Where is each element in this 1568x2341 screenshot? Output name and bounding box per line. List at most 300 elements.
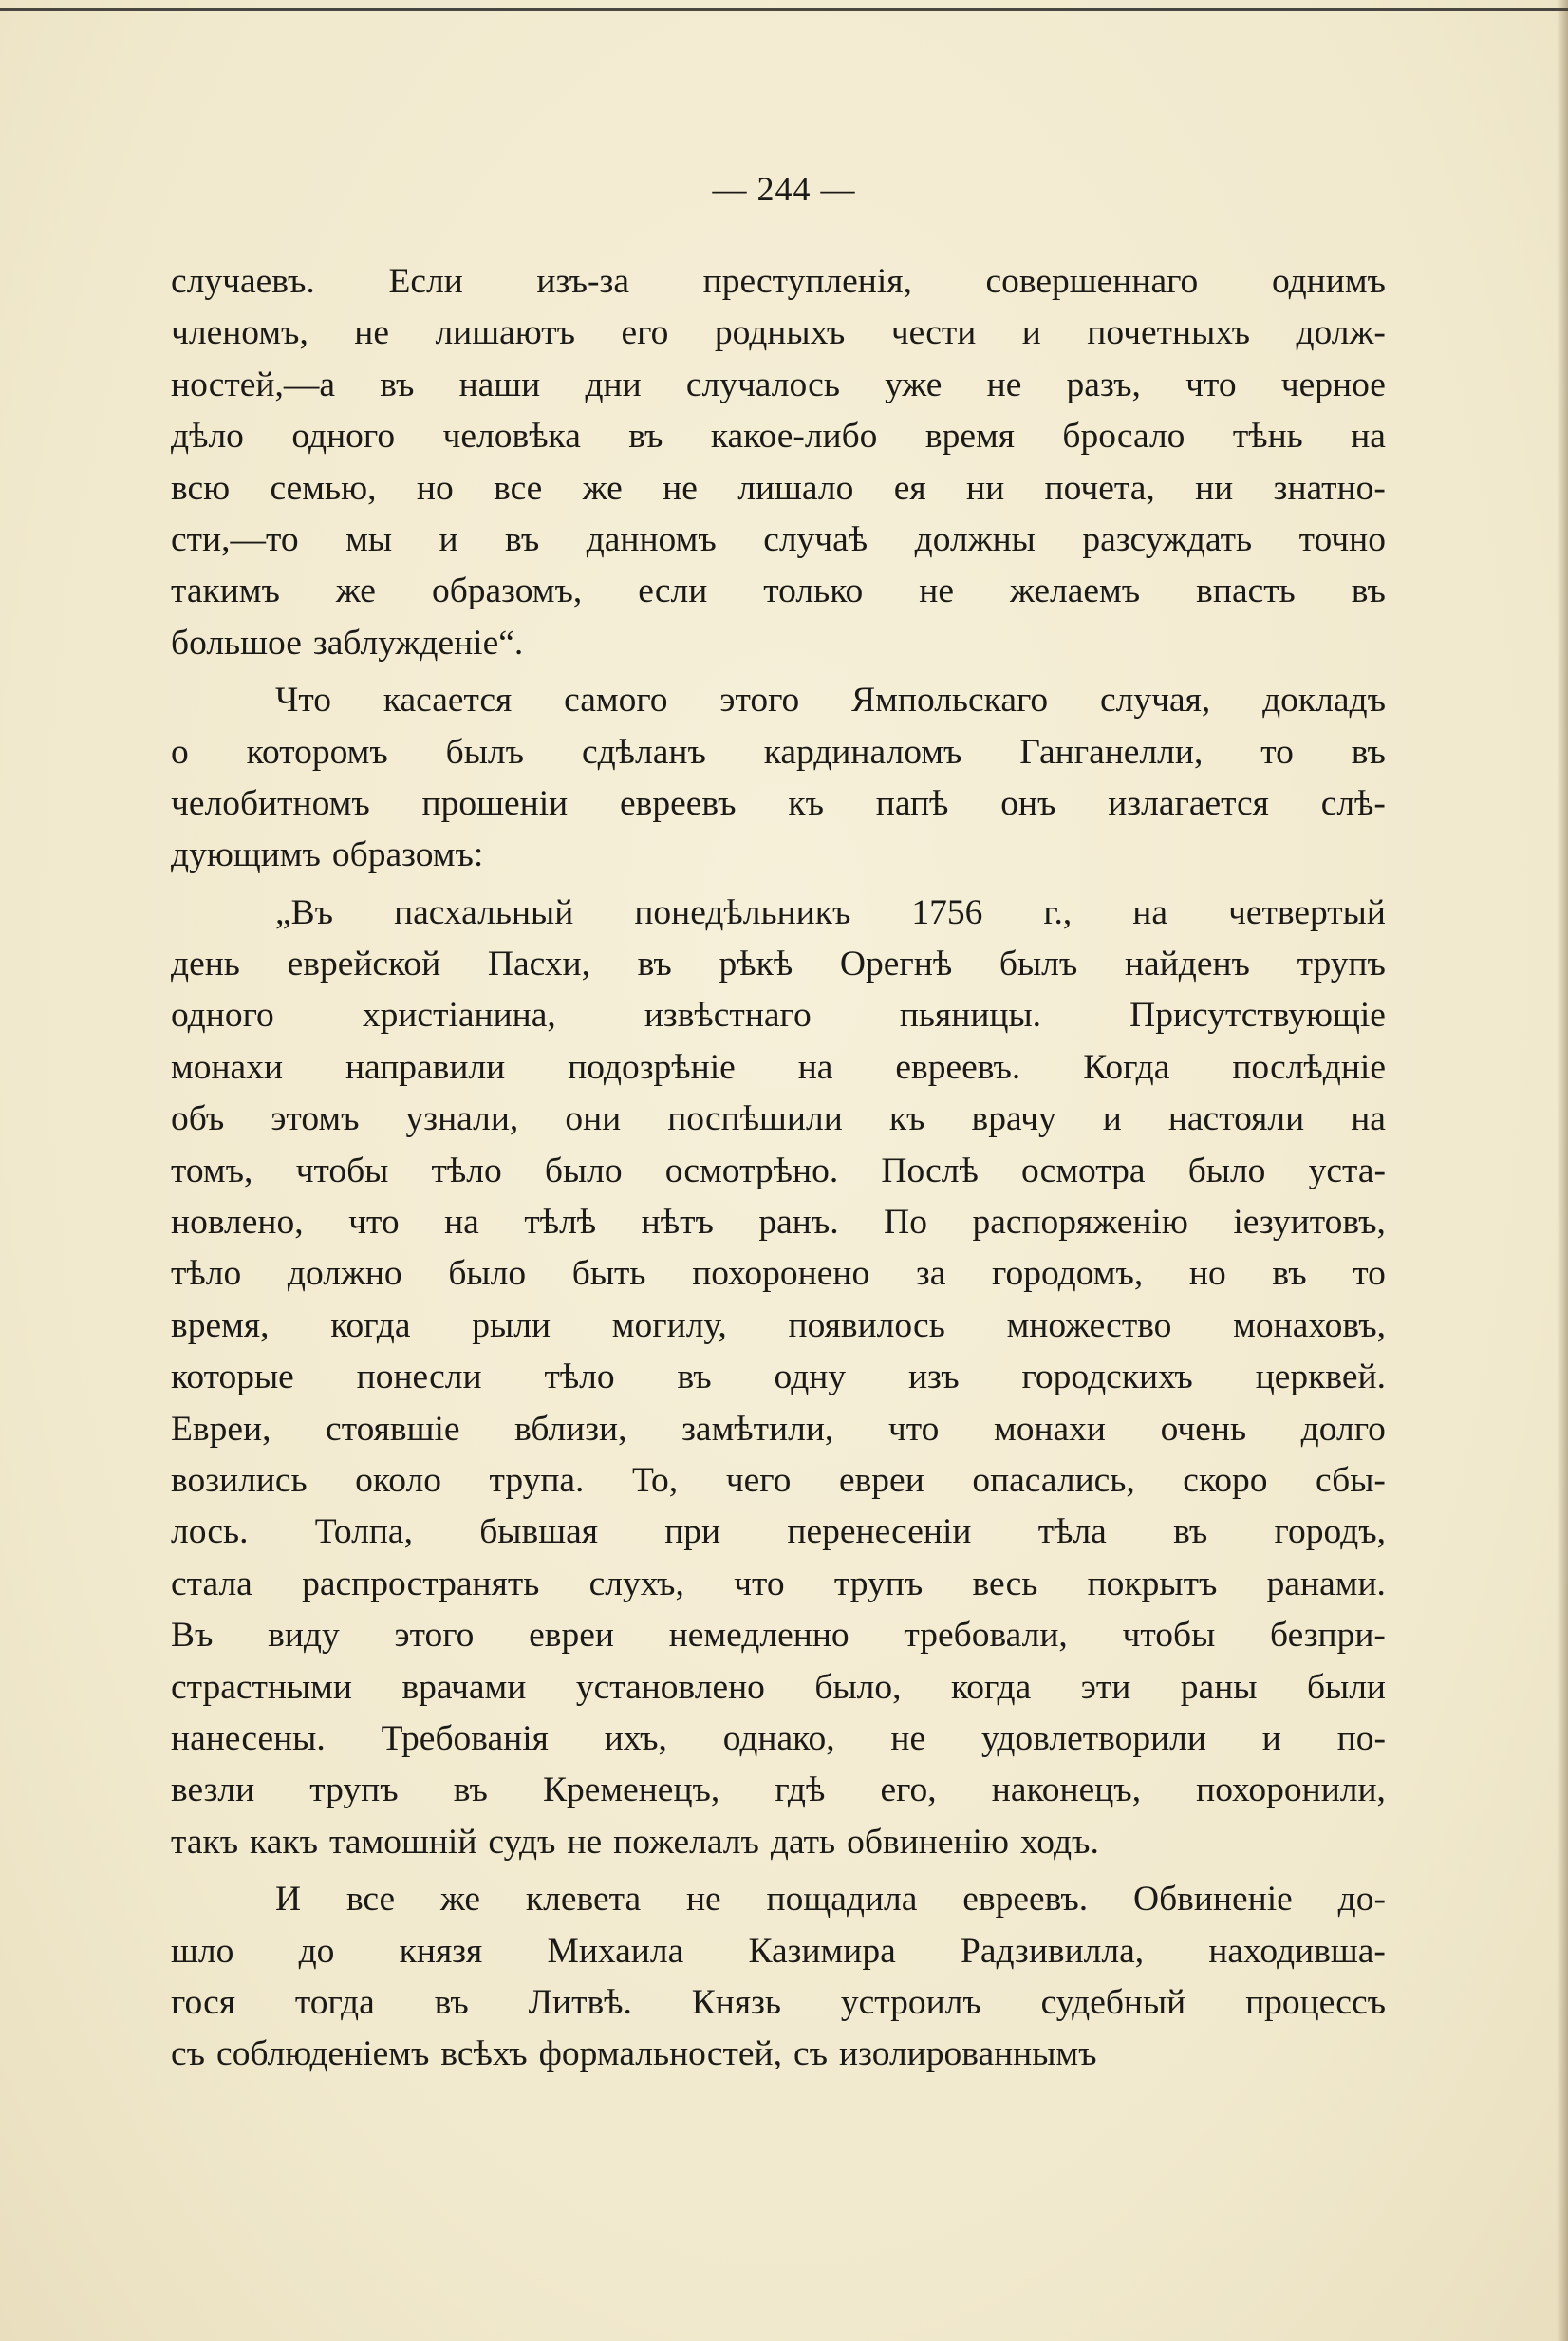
word: которые (171, 1358, 294, 1397)
word: самого (564, 681, 668, 721)
word: въ (628, 417, 663, 457)
word: очень (1160, 1409, 1247, 1449)
word: евреи (529, 1616, 614, 1656)
word: іезуитовъ, (1233, 1203, 1386, 1243)
word: въ (1173, 1512, 1208, 1552)
word: въ (637, 945, 672, 984)
word: на (1132, 892, 1167, 932)
text-line (171, 727, 1386, 778)
word: трупа. (489, 1460, 585, 1500)
word: этого (394, 1616, 475, 1656)
word: чего (725, 1460, 792, 1500)
word: формальностей, (538, 2034, 782, 2074)
word: городскихъ (1021, 1358, 1193, 1397)
word: уже (885, 365, 943, 404)
text-line (171, 1817, 1386, 1868)
word: Послѣ (881, 1151, 979, 1190)
word: удовлетворили (980, 1718, 1206, 1758)
word: сбы- (1316, 1460, 1386, 1500)
word: онъ (1000, 783, 1056, 823)
word: Князь (691, 1982, 781, 2022)
word: церквей. (1255, 1358, 1386, 1397)
word: множество (1006, 1305, 1172, 1345)
word: касается (383, 681, 513, 721)
text-line (171, 2029, 1386, 2080)
word: все (345, 1880, 396, 1920)
word: изъ (907, 1358, 960, 1397)
word: одного (171, 996, 274, 1036)
word: знатно- (1273, 468, 1386, 508)
word: пьяницы. (899, 996, 1042, 1036)
word: что (1185, 365, 1237, 404)
word: нанесены. (171, 1718, 326, 1758)
page-edge-shadow (1557, 0, 1568, 2341)
word: почета, (1044, 468, 1155, 508)
word: при (664, 1512, 721, 1552)
word: тамошній (329, 1822, 477, 1862)
word: однимъ (1271, 262, 1386, 301)
word: покрытъ (1087, 1564, 1218, 1603)
word: былъ (999, 945, 1078, 984)
word: долго (1300, 1409, 1386, 1449)
word: кардиналомъ (763, 732, 962, 772)
word: Обвиненіе (1133, 1880, 1293, 1920)
text-line (171, 1926, 1386, 1977)
word: этого (719, 681, 800, 721)
text-line (171, 256, 1386, 308)
word: чести (890, 313, 977, 353)
word: на (444, 1203, 479, 1243)
word: стоявшіе (326, 1409, 460, 1449)
word: Евреи, (171, 1409, 271, 1449)
word: совершеннаго (985, 262, 1199, 301)
word: г., (1043, 892, 1073, 932)
word: семью, (270, 468, 377, 508)
text-line (171, 1248, 1386, 1300)
text-line (171, 1146, 1386, 1197)
word: дѣло (171, 417, 244, 457)
word: до- (1337, 1880, 1386, 1920)
word: безпри- (1270, 1616, 1386, 1656)
word: и (1261, 1718, 1281, 1758)
word: время (924, 417, 1015, 457)
word: устроилъ (840, 1982, 981, 2022)
word: тѣло (431, 1151, 502, 1190)
word: трупъ (1297, 945, 1386, 984)
word: что (348, 1203, 400, 1243)
word: четвертый (1227, 892, 1386, 932)
word: не (919, 571, 955, 611)
text-line (171, 990, 1386, 1041)
word: врачу (971, 1099, 1056, 1139)
word: дни (585, 365, 642, 404)
text-line (171, 1197, 1386, 1248)
word: въ (453, 1770, 488, 1810)
word: монаховъ, (1233, 1305, 1386, 1345)
word: должны (914, 519, 1036, 559)
word: съ (793, 2034, 829, 2074)
word: стала (171, 1564, 252, 1603)
word: пощадила (766, 1880, 918, 1920)
word: князя (399, 1931, 483, 1971)
word: установлено (575, 1667, 765, 1707)
word: евреевъ (619, 783, 737, 823)
word: тѣла (1037, 1512, 1107, 1552)
word: и (1102, 1099, 1122, 1139)
word: шло (171, 1931, 234, 1971)
word: должно (287, 1254, 402, 1294)
word: ея (893, 468, 926, 508)
word: прошеніи (421, 783, 569, 823)
word: почетныхъ (1087, 313, 1250, 353)
word: черное (1280, 365, 1386, 404)
word: тѣнь (1232, 417, 1303, 457)
word: было (544, 1151, 623, 1190)
text-line (171, 888, 1386, 939)
word: все (494, 468, 543, 508)
word: могилу, (611, 1305, 727, 1345)
word: въ (380, 365, 415, 404)
word: сти,—то (171, 519, 299, 559)
word: въ (1351, 571, 1386, 611)
word: случаѣ (763, 519, 868, 559)
word: осмотрѣно. (664, 1151, 839, 1190)
word: Что (275, 681, 332, 721)
word: городъ, (1274, 1512, 1386, 1552)
word: не (685, 1880, 721, 1920)
word: на (797, 1047, 833, 1087)
text-line (171, 566, 1386, 617)
word: же (440, 1880, 481, 1920)
word: въ (434, 1982, 469, 2022)
word: Въ (171, 1616, 214, 1656)
word: были (1306, 1667, 1386, 1707)
word: дующимъ (171, 835, 321, 875)
word: похоронили, (1196, 1770, 1386, 1810)
word: направили (345, 1047, 506, 1087)
text-line (171, 1714, 1386, 1765)
word: появилось (788, 1305, 945, 1345)
word: бросало (1062, 417, 1185, 457)
word: Орегнѣ (839, 945, 953, 984)
word: его, (880, 1770, 937, 1810)
word: Если (388, 262, 463, 301)
text-line (171, 360, 1386, 411)
word: заблужденіе“. (312, 623, 524, 663)
word: То, (631, 1460, 679, 1500)
word: до (298, 1931, 335, 1971)
word: соблюденіемъ (216, 2034, 430, 2074)
word: же (582, 468, 623, 508)
word: о (171, 732, 189, 772)
word: быть (571, 1254, 646, 1294)
word: новлено, (171, 1203, 304, 1243)
word: было, (814, 1667, 902, 1707)
text-line (171, 1507, 1386, 1558)
word: томъ, (171, 1151, 253, 1190)
word: папѣ (875, 783, 949, 823)
word: то (1260, 732, 1294, 772)
word: членомъ, (171, 313, 308, 353)
word: Когда (1083, 1047, 1170, 1087)
word: трупъ (309, 1770, 399, 1810)
word: подозрѣніе (568, 1047, 736, 1087)
text-line (171, 1765, 1386, 1816)
word: лишаютъ (435, 313, 576, 353)
word: гося (171, 1982, 236, 2022)
word: скоро (1183, 1460, 1268, 1500)
word: чтобы (1122, 1616, 1216, 1656)
word: немедленно (668, 1616, 849, 1656)
word: везли (171, 1770, 255, 1810)
word: которомъ (246, 732, 388, 772)
word: время, (171, 1305, 270, 1345)
word: челобитномъ (171, 783, 370, 823)
word: требовали, (904, 1616, 1068, 1656)
word: не (354, 313, 389, 353)
word: 1756 (911, 892, 983, 932)
word: какъ (250, 1822, 319, 1862)
word: изъ-за (536, 262, 629, 301)
word: узнали, (405, 1099, 519, 1139)
word: поспѣшили (667, 1099, 843, 1139)
word: что (734, 1564, 785, 1603)
word: въ (505, 519, 540, 559)
word: понедѣльникъ (634, 892, 851, 932)
word: Радзивилла, (960, 1931, 1145, 1971)
text-line (171, 1094, 1386, 1145)
word: настояли (1167, 1099, 1305, 1139)
text-line (171, 463, 1386, 515)
word: Пасхи, (487, 945, 590, 984)
word: и (439, 519, 458, 559)
word: рыли (472, 1305, 551, 1345)
word: ни (1195, 468, 1234, 508)
word: данномъ (586, 519, 717, 559)
word: процессъ (1245, 1982, 1386, 2022)
word: тѣло (171, 1254, 242, 1294)
word: Ямпольскаго (851, 681, 1049, 721)
word: понесли (356, 1358, 482, 1397)
word: и (1021, 313, 1041, 353)
word: страстными (171, 1667, 352, 1707)
word: евреевъ. (895, 1047, 1021, 1087)
text-line (171, 1610, 1386, 1661)
word: Казимира (748, 1931, 896, 1971)
word: въ (1272, 1254, 1307, 1294)
word: виду (268, 1616, 340, 1656)
text-line (171, 1559, 1386, 1610)
word: къ (788, 783, 824, 823)
word: такъ (171, 1822, 239, 1862)
word: одну (774, 1358, 847, 1397)
word: не (890, 1718, 926, 1758)
word: найденъ (1124, 945, 1250, 984)
word: случаевъ. (171, 262, 315, 301)
word: рѣкѣ (719, 945, 793, 984)
word: распространять (302, 1564, 540, 1603)
word: бывшая (479, 1512, 598, 1552)
word: образомъ, (431, 571, 583, 611)
word: съ (171, 2034, 206, 2074)
text-line (171, 1301, 1386, 1352)
word: раны (1180, 1667, 1258, 1707)
word: разсуждать (1082, 519, 1253, 559)
word: обвиненію (847, 1822, 1009, 1862)
word: наконецъ, (991, 1770, 1142, 1810)
word: тѣлѣ (524, 1203, 597, 1243)
word: сдѣланъ (581, 732, 706, 772)
word: однако, (722, 1718, 835, 1758)
text-line (171, 515, 1386, 566)
word: монахи (171, 1047, 284, 1087)
word: трупъ (833, 1564, 924, 1603)
word: ихъ, (604, 1718, 667, 1758)
word: всѣхъ (440, 2034, 528, 2074)
word: былъ (445, 732, 525, 772)
word: то (1353, 1254, 1386, 1294)
word: эти (1080, 1667, 1131, 1707)
word: весь (972, 1564, 1038, 1603)
word: въ (677, 1358, 712, 1397)
word: тогда (294, 1982, 375, 2022)
word: образомъ: (331, 835, 484, 875)
word: ранъ. (758, 1203, 839, 1243)
word: И (275, 1880, 302, 1920)
word: ни (966, 468, 1005, 508)
text-line (171, 618, 1386, 669)
text-line (171, 1404, 1386, 1455)
word: изолированнымъ (839, 2034, 1097, 2074)
word: судебный (1040, 1982, 1186, 2022)
word: къ (888, 1099, 925, 1139)
body-text (171, 256, 1386, 2081)
word: Ганганелли, (1019, 732, 1204, 772)
word: докладъ (1262, 681, 1386, 721)
word: около (355, 1460, 441, 1500)
word: на (1351, 417, 1386, 457)
word: чтобы (295, 1151, 389, 1190)
word: похоронено (692, 1254, 870, 1294)
page-number: — 244 — (712, 170, 856, 208)
word: преступленія, (702, 262, 912, 301)
word: если (638, 571, 708, 611)
word: Кременецъ, (542, 1770, 720, 1810)
word: пасхальный (394, 892, 574, 932)
word: его (621, 313, 669, 353)
word: желаемъ (1010, 571, 1141, 611)
word: городомъ, (992, 1254, 1144, 1294)
word: случая, (1100, 681, 1211, 721)
word: лось. (171, 1512, 249, 1552)
word: за (915, 1254, 946, 1294)
top-border-line (0, 8, 1568, 11)
word: когда (950, 1667, 1032, 1707)
text-line (171, 1977, 1386, 2029)
text-line (171, 939, 1386, 990)
word: только (763, 571, 864, 611)
word: Присутствующіе (1129, 996, 1386, 1036)
word: было (448, 1254, 527, 1294)
word: дать (770, 1822, 836, 1862)
word: послѣдніе (1232, 1047, 1386, 1087)
text-line (171, 1662, 1386, 1714)
word: находивша- (1208, 1931, 1386, 1971)
word: нѣтъ (641, 1203, 714, 1243)
word: наши (458, 365, 541, 404)
word: Литвѣ. (528, 1982, 632, 2022)
word: всю (171, 468, 231, 508)
word: объ (171, 1099, 225, 1139)
word: слухъ, (588, 1564, 684, 1603)
word: распоряженію (972, 1203, 1188, 1243)
word: когда (330, 1305, 411, 1345)
word: слѣ- (1320, 783, 1386, 823)
word: перенесеніи (787, 1512, 972, 1552)
word: но (416, 468, 454, 508)
word: ранами. (1266, 1564, 1386, 1603)
word: судъ (488, 1822, 556, 1862)
word: Толпа, (314, 1512, 413, 1552)
word: монахи (993, 1409, 1106, 1449)
word: евреи (838, 1460, 924, 1500)
word: точно (1298, 519, 1386, 559)
word: гдѣ (775, 1770, 826, 1810)
word: по- (1336, 1718, 1386, 1758)
word: осмотра (1020, 1151, 1146, 1190)
word: „Въ (275, 892, 334, 932)
word: опасались, (972, 1460, 1135, 1500)
word: день (171, 945, 240, 984)
word: не (986, 365, 1022, 404)
word: такимъ (171, 571, 280, 611)
text-line (171, 830, 1386, 881)
word: замѣтили, (681, 1409, 834, 1449)
word: долж- (1296, 313, 1386, 353)
word: лишало (737, 468, 854, 508)
word: излагается (1108, 783, 1269, 823)
word: вблизи, (514, 1409, 627, 1449)
word: было (1187, 1151, 1266, 1190)
word: же (335, 571, 376, 611)
text-line (171, 308, 1386, 359)
word: случалось (685, 365, 840, 404)
word: въ (1351, 732, 1386, 772)
word: какое-либо (710, 417, 878, 457)
word: пожелалъ (613, 1822, 759, 1862)
word: еврейской (287, 945, 441, 984)
text-line (171, 1042, 1386, 1094)
word: уста- (1308, 1151, 1386, 1190)
word: ходъ. (1019, 1822, 1099, 1862)
text-line (171, 1455, 1386, 1507)
text-line (171, 778, 1386, 830)
word: родныхъ (714, 313, 846, 353)
word: клевета (525, 1880, 642, 1920)
word: тѣло (544, 1358, 615, 1397)
text-line (171, 411, 1386, 462)
word: человѣка (442, 417, 581, 457)
word: евреевъ. (962, 1880, 1089, 1920)
word: они (565, 1099, 622, 1139)
text-line (171, 1874, 1386, 1925)
word: на (1351, 1099, 1386, 1139)
word: мы (345, 519, 393, 559)
word: но (1188, 1254, 1226, 1294)
word: не (567, 1822, 603, 1862)
word: одного (291, 417, 396, 457)
word: не (663, 468, 698, 508)
